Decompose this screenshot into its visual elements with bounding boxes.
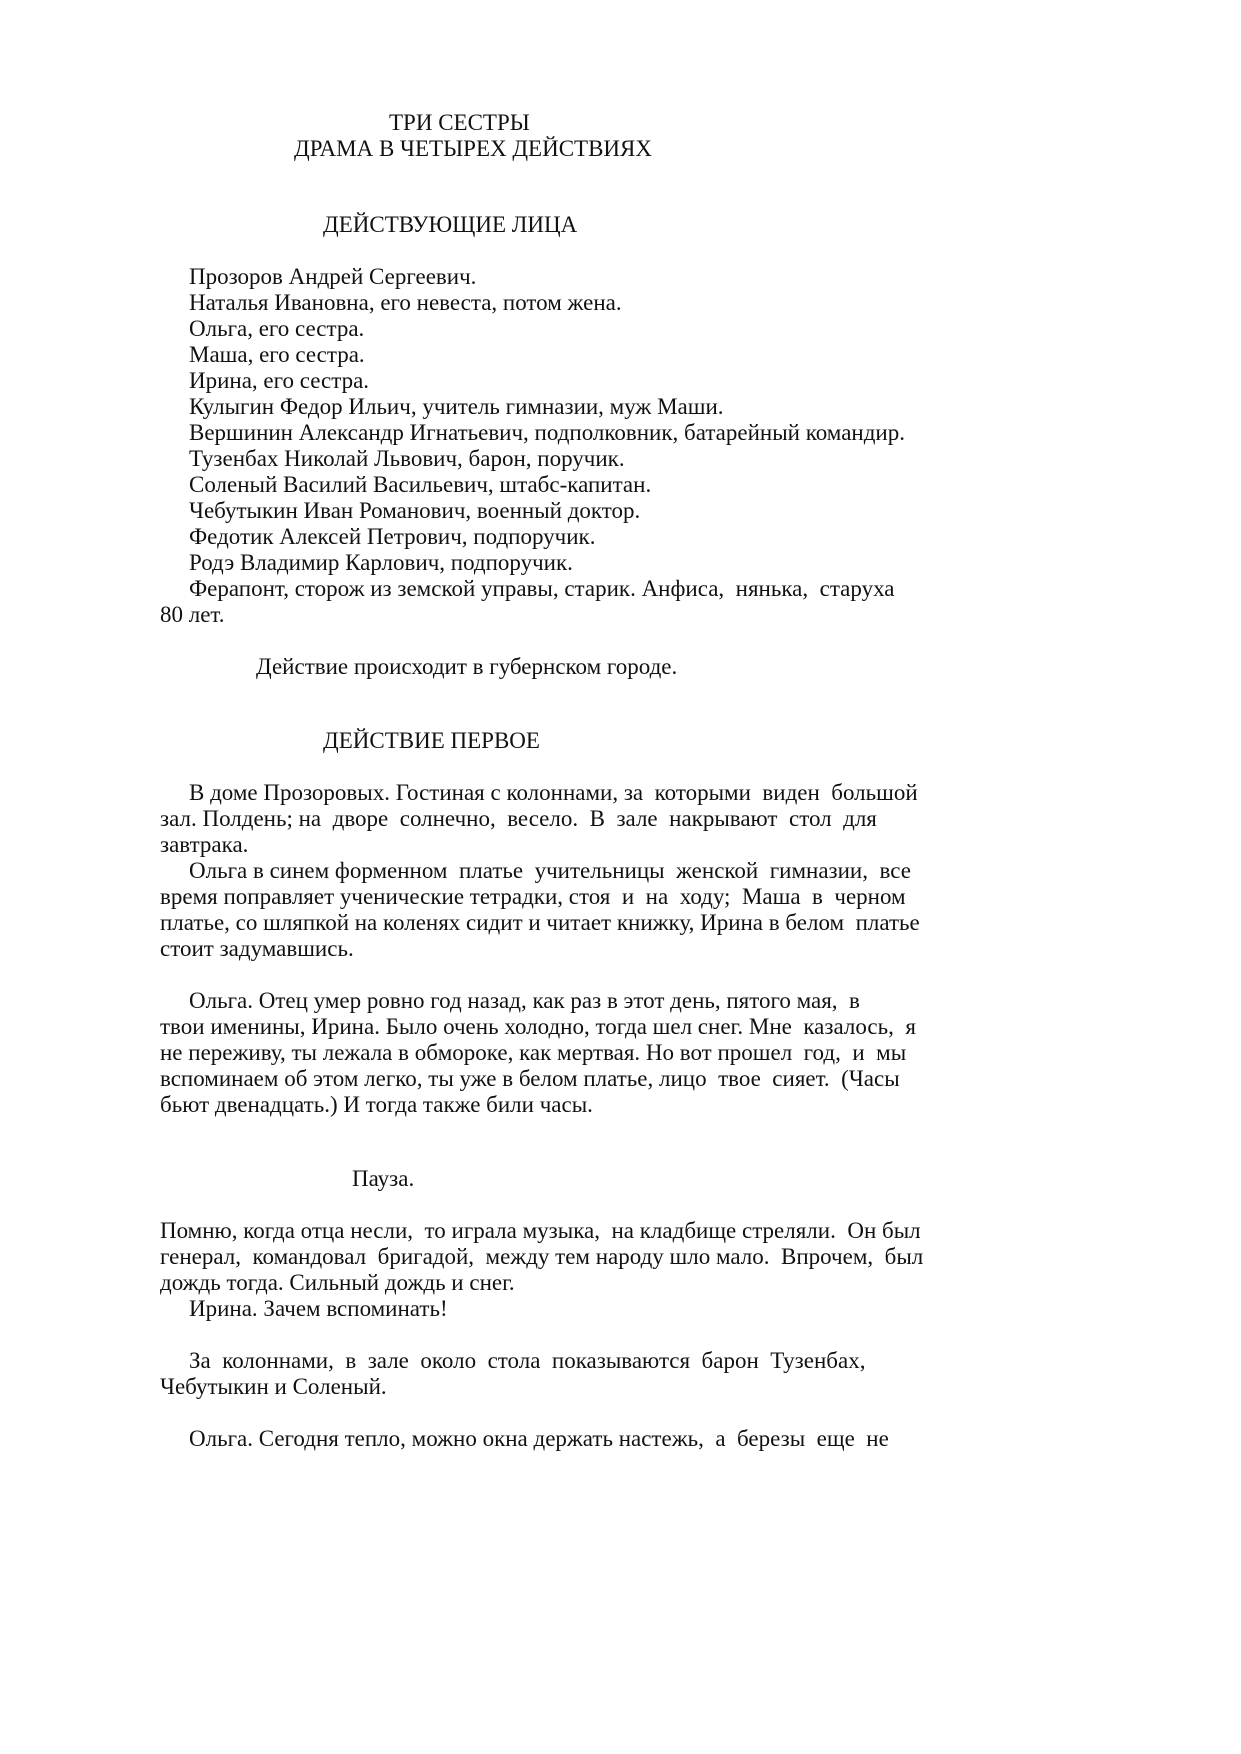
cast-heading: ДЕЙСТВУЮЩИЕ ЛИЦА (323, 212, 578, 237)
cast-item: Ферапонт, сторож из земской управы, старик. Анфиса, нянька, старуха (189, 576, 895, 601)
pause-line: Пауза. (352, 1166, 415, 1191)
cast-item: Прозоров Андрей Сергеевич. (189, 264, 477, 289)
text-line: завтрака. (160, 832, 249, 857)
cast-item: Кулыгин Федор Ильич, учитель гимназии, муж Маши. (189, 394, 724, 419)
cast-item: Маша, его сестра. (189, 342, 365, 367)
text-line: дождь тогда. Сильный дождь и снег. (160, 1270, 515, 1295)
text-line: зал. Полдень; на дворе солнечно, весело. В зале накрывают стол для (160, 806, 877, 831)
cast-item: Родэ Владимир Карлович, подпоручик. (189, 550, 573, 575)
text-line: время поправляет ученические тетрадки, стоя и на ходу; Маша в черном (160, 884, 906, 909)
text-line: бьют двенадцать.) И тогда также били часы. (160, 1092, 593, 1117)
cast-item: Федотик Алексей Петрович, подпоручик. (189, 524, 596, 549)
text-line: Чебутыкин и Соленый. (160, 1374, 387, 1399)
cast-item: Наталья Ивановна, его невеста, потом жена. (189, 290, 622, 315)
text-line: платье, со шляпкой на коленях сидит и читает книжку, Ирина в белом платье (160, 910, 920, 935)
cast-item: Ольга, его сестра. (189, 316, 365, 341)
cast-item: Ирина, его сестра. (189, 368, 370, 393)
title-line-2: ДРАМА В ЧЕТЫРЕХ ДЕЙСТВИЯХ (294, 136, 652, 161)
cast-item: Соленый Василий Васильевич, штабс-капитан. (189, 472, 652, 497)
title-line-1: ТРИ СЕСТРЫ (389, 110, 530, 135)
cast-item: Вершинин Александр Игнатьевич, подполковник, батарейный командир. (189, 420, 905, 445)
text-line: Ольга в синем форменном платье учительницы женской гимназии, все (189, 858, 911, 883)
text-line: Ольга. Отец умер ровно год назад, как раз в этот день, пятого мая, в (189, 988, 860, 1013)
text-line: Помню, когда отца несли, то играла музыка, на кладбище стреляли. Он был (160, 1218, 921, 1243)
text-line: генерал, командовал бригадой, между тем народу шло мало. Впрочем, был (160, 1244, 924, 1269)
text-line: За колоннами, в зале около стола показываются барон Тузенбах, (189, 1348, 866, 1373)
cast-item: Тузенбах Николай Львович, барон, поручик. (189, 446, 625, 471)
text-line: не переживу, ты лежала в обмороке, как мертвая. Но вот прошел год, и мы (160, 1040, 907, 1065)
text-line: твои именины, Ирина. Было очень холодно, тогда шел снег. Мне казалось, я (160, 1014, 916, 1039)
text-line: вспоминаем об этом легко, ты уже в белом платье, лицо твое сияет. (Часы (160, 1066, 900, 1091)
text-line: Ольга. Сегодня тепло, можно окна держать настежь, а березы еще не (189, 1426, 889, 1451)
cast-item: 80 лет. (160, 602, 225, 627)
text-line: стоит задумавшись. (160, 936, 354, 961)
act-heading: ДЕЙСТВИЕ ПЕРВОЕ (323, 728, 540, 753)
text-line: В доме Прозоровых. Гостиная с колоннами, за которыми виден большой (189, 780, 918, 805)
text-line: Ирина. Зачем вспоминать! (189, 1296, 448, 1321)
setting-line: Действие происходит в губернском городе. (256, 654, 678, 679)
cast-item: Чебутыкин Иван Романович, военный доктор. (189, 498, 641, 523)
